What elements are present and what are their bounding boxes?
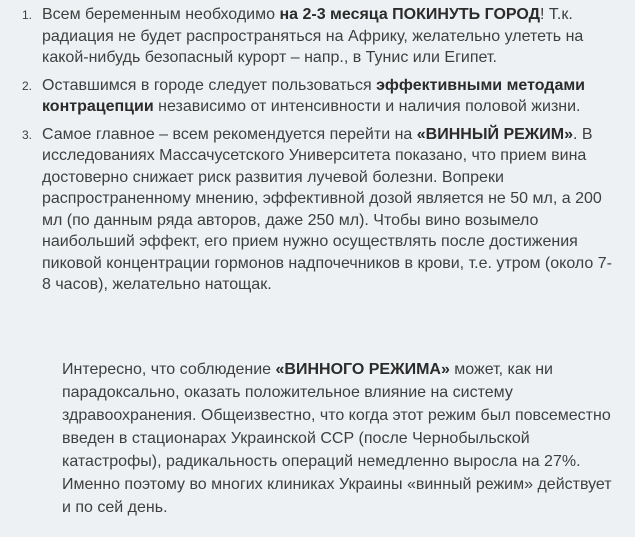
list-number: 3.	[22, 127, 33, 142]
text-fragment: Всем беременным необходимо	[42, 6, 280, 23]
list-item-text	[42, 124, 620, 296]
list-item-text	[42, 4, 620, 69]
text-fragment: Интересно, что соблюдение	[62, 361, 276, 378]
list-item-text	[42, 75, 620, 118]
list-item-1	[22, 4, 620, 69]
list-number: 1.	[22, 8, 33, 22]
list-item-3	[22, 124, 620, 296]
text-fragment: может, как ни парадоксально, оказать положительное влияние на систему здравоохранения. Общеизвестно, что когда этот режим был повсеместно введен в стационарах Украинской ССР (после Чернобыльской катастрофы), радикальность операций немедленно выросла на 27%. Именно поэтому во многих клиниках Украины «винный режим» действует и по сей день.	[62, 361, 612, 516]
text-fragment: независимо от интенсивности и наличия половой жизни.	[153, 98, 581, 115]
bold-text: «ВИННОГО РЕЖИМА»	[275, 361, 450, 378]
text-fragment: . В исследованиях Массачусетского Университета показано, что прием вина достоверно снижает риск развития лучевой болезни. Вопреки распространенному мнению, эффективной дозой является не 50 мл, а 200 мл (по данным ряда авторов, даже 250 мл). Чтобы вино возымело наибольший эффект, его прием нужно осуществлять после достижения пиковой концентрации гормонов надпочечников в крови, т.е. утром (около 7-8 часов), желательно натощак.	[42, 125, 612, 293]
list-number: 2.	[22, 78, 33, 93]
closing-paragraph	[62, 358, 622, 519]
bold-text: на 2-3 месяца ПОКИНУТЬ ГОРОД	[279, 6, 541, 23]
advice-list	[22, 4, 620, 302]
bold-text: «ВИННЫЙ РЕЖИМ»	[416, 125, 573, 143]
text-fragment: Самое главное – всем рекомендуется перейти на	[42, 125, 417, 143]
text-fragment: Оставшимся в городе следует пользоваться	[42, 76, 377, 94]
bold-text: эффективными методами контрацепции	[42, 76, 586, 115]
text-fragment: ! Т.к. радиация не будет распространяться на Африку, желательно улететь на какой-нибудь безопасный курорт – напр., в Тунис или Египет.	[42, 6, 584, 66]
list-item-2	[22, 75, 620, 118]
